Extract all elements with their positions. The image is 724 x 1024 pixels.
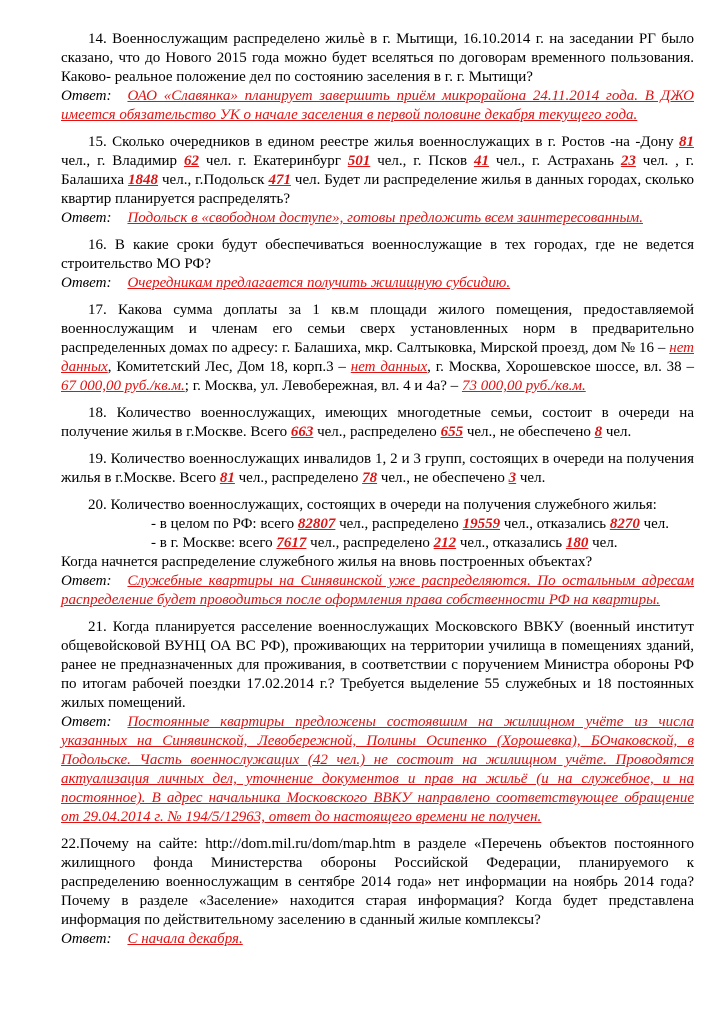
highlight-value: 180: [565, 535, 589, 551]
qa-item-14: [61, 30, 694, 125]
answer-paragraph: [61, 274, 694, 293]
answer-paragraph: [61, 572, 694, 610]
highlight-value: 663: [290, 424, 314, 440]
highlight-value: 8: [594, 424, 603, 440]
question-text: чел., отказались: [456, 535, 566, 551]
answer-label: Ответ:: [61, 573, 112, 589]
highlight-value: 62: [183, 153, 199, 169]
question-paragraph: [61, 835, 694, 930]
answer-paragraph: [61, 87, 694, 125]
question-text: ; г. Москва, ул. Левобережная, вл. 4 и 4а? –: [184, 378, 462, 394]
question-text: чел., отказались: [500, 516, 610, 532]
question-text: Когда начнется распределение служебного жилья на вновь построенных объектах?: [61, 554, 593, 570]
question-text: чел., распределено: [335, 516, 463, 532]
question-paragraph: [61, 30, 694, 87]
document-body: [61, 30, 694, 949]
highlight-value: 81: [679, 134, 694, 150]
question-text: чел., не обеспечено: [377, 470, 509, 486]
question-text: чел.: [602, 424, 632, 440]
qa-item-21: [61, 618, 694, 827]
highlight-value: 655: [440, 424, 464, 440]
question-text: 19. Количество военнослужащих инвалидов 1, 2 и 3 групп, состоящих в очереди на получения жилья в г.Москве. Всего: [61, 451, 694, 486]
answer-paragraph: [61, 209, 694, 228]
answer-text: ОАО «Славянка» планирует завершить приём микрорайона 24.11.2014 года. В ДЖО имеется обязательство УК о начале заселения в первой половине декабря текущего года.: [61, 88, 694, 123]
highlight-value: 81: [219, 470, 235, 486]
question-text: , г. Москва, Хорошевское шоссе, вл. 38 –: [427, 359, 694, 375]
question-text: чел., не обеспечено: [463, 424, 595, 440]
question-text: - в целом по РФ: всего: [151, 516, 298, 532]
highlight-value: 78: [362, 470, 378, 486]
question-paragraph: [61, 404, 694, 442]
answer-text: нет данных: [350, 359, 428, 375]
qa-item-15: [61, 133, 694, 228]
answer-text: Постоянные квартиры предложены состоявшим на жилищном учёте из числа указанных на Синявинской, Левобережной, Полины Осипенко (Хорошевка), БОчаковской, в Подольске. Часть военнослужащих (42 чел.) не состоит на жилищном учёте. Проводятся актуализация личных дел, уточнение документов и прав на жильё (и на служебное, и на постоянное). В адрес начальника Московского ВВКУ направлено соответствующее обращение от 29.04.2014 г. № 194/5/12963, ответ до настоящего времени не получен.: [61, 714, 694, 825]
question-text: чел., г.Подольск: [158, 172, 269, 188]
answer-text: 73 000,00 руб./кв.м.: [461, 378, 586, 394]
question-paragraph: [61, 236, 694, 274]
question-paragraph: [61, 496, 694, 515]
question-paragraph: [61, 450, 694, 488]
question-text: чел., г. Астрахань: [488, 153, 621, 169]
question-text: 18. Количество военнослужащих, имеющих многодетные семьи, состоит в очереди на получение жилья в г.Москве. Всего: [61, 405, 694, 440]
question-text: 14. Военнослужащим распределено жильѐ в г. Мытищи, 16.10.2014 г. на заседании РГ было сказано, что до Нового 2015 года можно будет вселяться по договорам временного пользования. Каково- реальное положение дел по состоянию заселения в г. г. Мытищи?: [61, 31, 694, 85]
qa-item-17: [61, 301, 694, 396]
highlight-value: 7617: [276, 535, 307, 551]
question-subline: [61, 534, 694, 553]
question-text: чел., распределено: [234, 470, 363, 486]
highlight-value: 8270: [609, 516, 640, 532]
answer-label: Ответ:: [61, 88, 112, 104]
highlight-value: 3: [508, 470, 517, 486]
answer-text: Очередникам предлагается получить жилищную субсидию.: [127, 275, 511, 291]
qa-item-18: [61, 404, 694, 442]
qa-item-19: [61, 450, 694, 488]
answer-text: 67 000,00 руб./кв.м.: [61, 378, 185, 394]
highlight-value: 82807: [297, 516, 336, 532]
highlight-value: 501: [347, 153, 371, 169]
question-text: чел. Будет ли распределение жилья в данных городах, сколько квартир планируется распределять?: [61, 172, 694, 207]
question-subline: [61, 515, 694, 534]
highlight-value: 23: [620, 153, 636, 169]
answer-text: Служебные квартиры на Синявинской уже распределяются. По остальным адресам распределение будет проводиться после оформления права собственности РФ на квартиры.: [61, 573, 694, 608]
answer-label: Ответ:: [61, 931, 112, 947]
question-text: чел., распределено: [313, 424, 441, 440]
question-text: чел.: [639, 516, 669, 532]
qa-item-16: [61, 236, 694, 293]
highlight-value: 471: [268, 172, 291, 188]
question-text: чел. , г. Балашиха: [61, 153, 695, 188]
highlight-value: 1848: [128, 172, 159, 188]
question-text: чел., г. Псков: [370, 153, 474, 169]
question-text: чел.: [588, 535, 618, 551]
answer-text: Подольск в «свободном доступе», готовы предложить всем заинтересованным.: [127, 210, 643, 226]
question-text: чел., распределено: [306, 535, 434, 551]
question-text: 20. Количество военнослужащих, состоящих в очереди на получения служебного жилья:: [88, 497, 657, 513]
highlight-value: 212: [433, 535, 457, 551]
qa-item-22: [61, 835, 694, 949]
answer-label: Ответ:: [61, 275, 112, 291]
question-paragraph: [61, 133, 694, 209]
answer-text: С начала декабря.: [127, 931, 243, 947]
question-paragraph: [61, 553, 694, 572]
question-text: 15. Сколько очередников в едином реестре жилья военнослужащих в г. Ростов -на -Дону: [88, 134, 679, 150]
answer-label: Ответ:: [61, 714, 112, 730]
question-text: чел. г. Екатеринбург: [198, 153, 348, 169]
question-text: 17. Какова сумма доплаты за 1 кв.м площади жилого помещения, предоставляемой военнослужащим и членам его семьи сверх установленных норм в предварительно распределенных домах по адресу: г. Балашиха, мкр. Салтыковка, Мирской проезд, дом № 16 –: [61, 302, 694, 356]
question-text: чел., г. Владимир: [61, 153, 184, 169]
answer-paragraph: [61, 930, 694, 949]
question-text: , Комитетский Лес, Дом 18, корп.3 –: [107, 359, 351, 375]
highlight-value: 19559: [462, 516, 501, 532]
question-paragraph: [61, 618, 694, 713]
question-text: 16. В какие сроки будут обеспечиваться военнослужащие в тех городах, где не ведется строительство МО РФ?: [61, 237, 694, 272]
highlight-value: 41: [473, 153, 489, 169]
question-text: 22.Почему на сайте: http://dom.mil.ru/dom/map.htm в разделе «Перечень объектов постоянного жилищного фонда Министерства обороны Российской Федерации, планируемого к распределению военнослужащим в сентябре 2014 года» нет информации на ноябрь 2014 года? Почему в разделе «Заселение» находится старая информация? Когда будет представлена информация по действительному заселению в сданный жилые комплексы?: [61, 836, 694, 928]
question-text: - в г. Москве: всего: [151, 535, 277, 551]
answer-label: Ответ:: [61, 210, 112, 226]
qa-item-20: [61, 496, 694, 610]
answer-paragraph: [61, 713, 694, 827]
question-paragraph: [61, 301, 694, 396]
question-text: 21. Когда планируется расселение военнослужащих Московского ВВКУ (военный институт общевойсковой ВУНЦ ОА ВС РФ), проживающих на территории училища в помещениях зданий, ранее не предназначенных для проживания, в соответствии с поручением Министра обороны РФ по итогам рабочей поездки 17.02.2014 г.? Требуется выделение 55 служебных и 18 постоянных жилых помещений.: [61, 619, 694, 711]
question-text: чел.: [516, 470, 546, 486]
answer-text: нет данных: [61, 340, 694, 375]
